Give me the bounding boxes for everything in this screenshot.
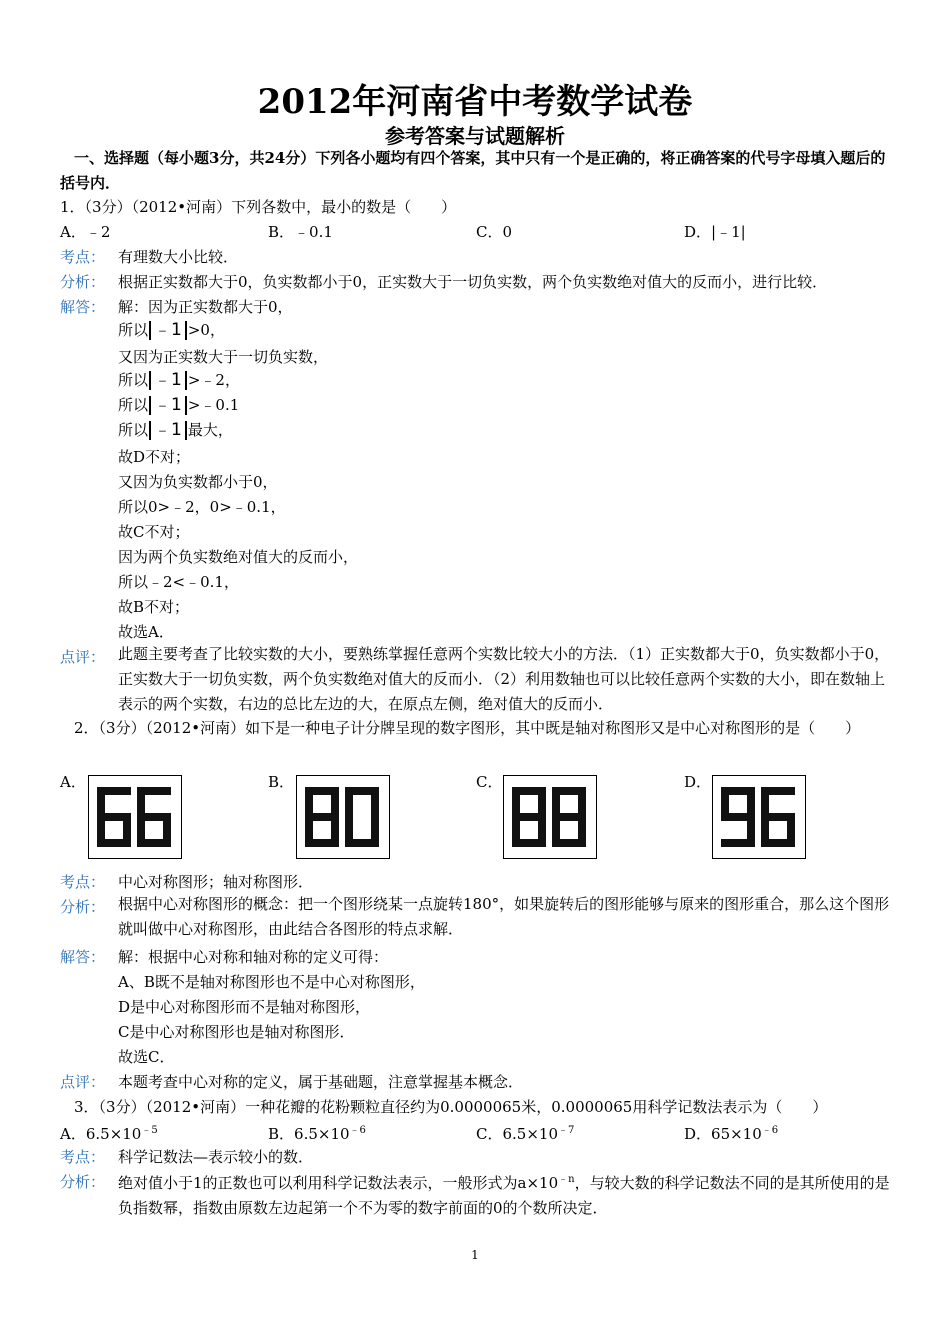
text-prefix: 所以 <box>118 421 149 439</box>
q2-jieda-line: 解：根据中心对称和轴对称的定义可得： <box>118 948 389 966</box>
q1-stem: 1．（3分）（2012•河南）下列各数中，最小的数是（ ） <box>60 198 457 216</box>
q1-jieda-line: 所以0>﹣2，0>﹣0.1， <box>118 498 286 516</box>
text-suffix: >﹣0.1 <box>187 396 240 414</box>
q1-jieda-line <box>118 419 233 440</box>
q3-fenxi-label: 分析： <box>60 1173 106 1191</box>
q1-dianping-label: 点评： <box>60 648 106 666</box>
q2-jieda-line: C是中心对称图形也是轴对称图形． <box>118 1023 355 1041</box>
q1-option-a: A．﹣2 <box>60 223 111 241</box>
fenxi-text-a: 绝对值小于1的正数也可以利用科学记数法表示，一般形式为a×10 <box>118 1174 559 1192</box>
digit-segment <box>512 813 546 821</box>
q1-fenxi: 根据正实数都大于0，负实数都小于0，正实数大于一切负实数，两个负实数绝对值大的反而小，进行比较． <box>118 273 828 291</box>
q3-option-d <box>684 1121 778 1144</box>
text-suffix: >0， <box>187 321 225 339</box>
text-prefix: 所以 <box>118 371 149 389</box>
page-title: 2012年河南省中考数学试卷 <box>257 82 693 122</box>
q2-jieda-line: A、B既不是轴对称图形也不是中心对称图形， <box>118 973 425 991</box>
q3-option-b <box>268 1121 366 1144</box>
q2-option-a: A． <box>60 773 86 791</box>
absolute-value: ﹣1 <box>149 396 187 415</box>
digit-segment <box>123 813 131 847</box>
digit-segment <box>721 813 755 821</box>
q1-fenxi-label: 分析： <box>60 273 106 291</box>
option-base: B．6.5×10 <box>268 1125 350 1143</box>
q1-jieda-line <box>118 394 239 415</box>
text-prefix: 所以 <box>118 396 149 414</box>
fenxi-text-b: ，与较大数的科学记数法不同的是其所使用的是负指数幂，指数由原数左边起第一个不为零的数字前面的0的个数所决定． <box>118 1174 890 1217</box>
digit-segment <box>552 813 586 821</box>
digit-segment <box>163 813 171 847</box>
digit-segment <box>721 839 755 847</box>
digit-display-graphic <box>510 784 590 850</box>
q1-kaodian-label: 考点： <box>60 248 106 266</box>
q1-option-d: D．|﹣1| <box>684 223 746 241</box>
q1-jieda-line: 故选A． <box>118 623 174 641</box>
option-exponent: ﹣6 <box>349 1125 366 1136</box>
q1-jieda-line: 故C不对； <box>118 523 190 541</box>
page-number: 1 <box>471 1248 479 1262</box>
q2-stem: 2．（3分）（2012•河南）如下是一种电子计分牌呈现的数字图形，其中既是轴对称图形又是中心对称图形的是（ ） <box>74 719 861 737</box>
q1-jieda-line: 因为两个负实数绝对值大的反而小， <box>118 548 359 566</box>
text-suffix: 最大， <box>187 421 233 439</box>
option-base: A．6.5×10 <box>60 1125 142 1143</box>
q1-jieda-line <box>118 369 240 390</box>
q3-option-a <box>60 1121 158 1144</box>
q2-option-d: D． <box>684 773 712 791</box>
q3-option-c <box>476 1121 574 1144</box>
q3-stem: 3．（3分）（2012•河南）一种花瓣的花粉颗粒直径约为0.0000065米，0.0000065用科学记数法表示为（ ） <box>74 1098 828 1116</box>
digit-display-image <box>503 775 597 859</box>
digit-display-graphic <box>719 784 799 850</box>
option-base: C．6.5×10 <box>476 1125 558 1143</box>
digit-segment <box>345 787 353 821</box>
q1-option-b: B．﹣0.1 <box>268 223 333 241</box>
q1-jieda-line: 故B不对； <box>118 598 190 616</box>
q2-jieda-line: D是中心对称图形而不是轴对称图形， <box>118 998 371 1016</box>
q3-kaodian-label: 考点： <box>60 1148 106 1166</box>
q1-jieda-line: 所以﹣2<﹣0.1， <box>118 573 239 591</box>
absolute-value: ﹣1 <box>149 421 187 440</box>
digit-display-image <box>88 775 182 859</box>
fenxi-exponent: ﹣n <box>558 1174 575 1185</box>
q3-fenxi <box>118 1167 894 1221</box>
digit-display-image <box>296 775 390 859</box>
q1-jieda-line: 解：因为正实数都大于0， <box>118 298 293 316</box>
section-header: 一、选择题（每小题3分，共24分）下列各小题均有四个答案，其中只有一个是正确的，将正确答案的代号字母填入题后的括号内． <box>60 149 886 192</box>
q1-jieda-line: 故D不对； <box>118 448 191 466</box>
q1-option-c: C．0 <box>476 223 513 241</box>
absolute-value: ﹣1 <box>149 321 187 340</box>
option-exponent: ﹣6 <box>761 1125 779 1136</box>
digit-display-image <box>712 775 806 859</box>
digit-segment <box>787 813 795 847</box>
page-subtitle: 参考答案与试题解析 <box>385 124 565 148</box>
q1-jieda-line <box>118 319 225 340</box>
option-base: D．65×10 <box>684 1125 762 1143</box>
q1-dianping: 此题主要考查了比较实数的大小，要熟练掌握任意两个实数比较大小的方法．（1）正实数都大于0，负实数都小于0，正实数大于一切负实数，两个负实数绝对值大的反而小．（2）利用数轴也可以比较任意两个实数的大小，即在数轴上表示的两个实数，右边的总比左边的大，在原点左侧，绝对值大的反而小． <box>118 645 890 713</box>
q2-jieda-line: 故选C． <box>118 1048 175 1066</box>
q2-fenxi: 根据中心对称图形的概念：把一个图形绕某一点旋转180°，如果旋转后的图形能够与原来的图形重合，那么这个图形就叫做中心对称图形，由此结合各图形的特点求解． <box>118 895 890 938</box>
text-prefix: 所以 <box>118 321 149 339</box>
q1-jieda-line: 又因为正实数大于一切负实数， <box>118 348 329 366</box>
text-suffix: >﹣2， <box>187 371 240 389</box>
q2-fenxi-label: 分析： <box>60 898 106 916</box>
digit-segment <box>305 813 339 821</box>
option-exponent: ﹣7 <box>558 1125 575 1136</box>
q2-option-c: C． <box>476 773 503 791</box>
q1-jieda-label: 解答： <box>60 298 106 316</box>
q1-jieda-line: 又因为负实数都小于0， <box>118 473 278 491</box>
q2-option-b: B． <box>268 773 295 791</box>
q2-kaodian: 中心对称图形；轴对称图形． <box>118 873 314 891</box>
q3-kaodian: 科学记数法—表示较小的数． <box>118 1148 314 1166</box>
q2-kaodian-label: 考点： <box>60 873 106 891</box>
digit-display-graphic <box>95 784 175 850</box>
q1-kaodian: 有理数大小比较． <box>118 248 239 266</box>
q2-dianping: 本题考查中心对称的定义，属于基础题，注意掌握基本概念． <box>118 1073 524 1091</box>
q2-jieda-label: 解答： <box>60 948 106 966</box>
digit-display-graphic <box>303 784 383 850</box>
option-exponent: ﹣5 <box>141 1125 158 1136</box>
q2-dianping-label: 点评： <box>60 1073 106 1091</box>
absolute-value: ﹣1 <box>149 371 187 390</box>
